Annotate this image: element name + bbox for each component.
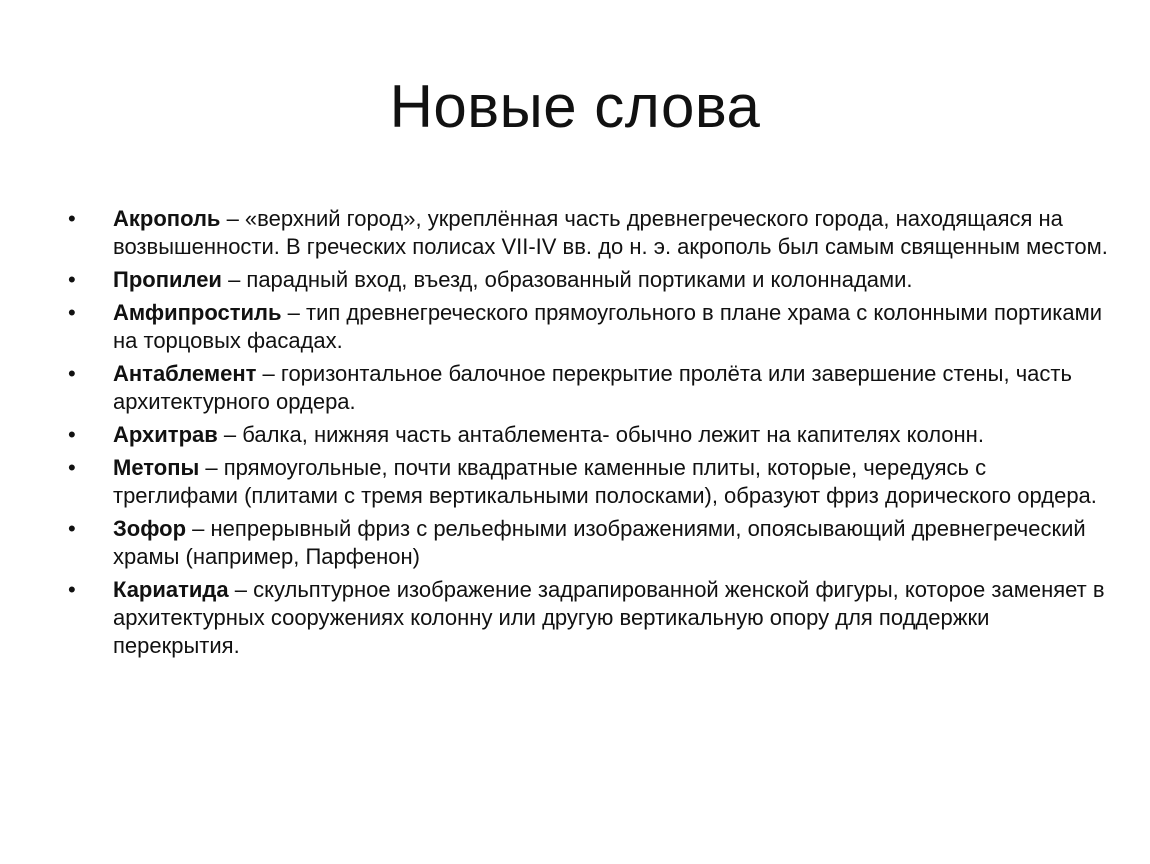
term-definition: – тип древнегреческого прямоугольного в плане храма с колонными портиками на торцовых фасадах. xyxy=(113,300,1102,353)
term-item xyxy=(68,266,1108,294)
bullet-icon: • xyxy=(68,267,76,292)
term-word: Архитрав xyxy=(113,422,218,447)
term-word: Амфипростиль xyxy=(113,300,282,325)
bullet-icon: • xyxy=(68,455,76,480)
term-item xyxy=(68,299,1108,355)
terms-list xyxy=(68,205,1108,665)
bullet-icon: • xyxy=(68,206,76,231)
term-item xyxy=(68,205,1108,261)
term-definition: – непрерывный фриз с рельефными изображениями, опоясывающий древнегреческий храмы (например, Парфенон) xyxy=(113,516,1086,569)
term-word: Метопы xyxy=(113,455,200,480)
bullet-icon: • xyxy=(68,422,76,447)
term-word: Акрополь xyxy=(113,206,221,231)
term-word: Кариатида xyxy=(113,577,229,602)
term-definition: – скульптурное изображение задрапированной женской фигуры, которое заменяет в архитектурных сооружениях колонну или другую вертикальную опору для поддержки перекрытия. xyxy=(113,577,1105,658)
term-definition: – прямоугольные, почти квадратные каменные плиты, которые, чередуясь с треглифами (плитами с тремя вертикальными полосками), образуют фриз дорического ордера. xyxy=(113,455,1097,508)
term-item xyxy=(68,454,1108,510)
term-item xyxy=(68,515,1108,571)
term-item xyxy=(68,360,1108,416)
term-word: Антаблемент xyxy=(113,361,257,386)
term-definition: – «верхний город», укреплённая часть древнегреческого города, находящаяся на возвышенности. В греческих полисах VII-IV вв. до н. э. акрополь был самым священным местом. xyxy=(113,206,1108,259)
term-definition: – балка, нижняя часть антаблемента- обычно лежит на капителях колонн. xyxy=(217,422,984,447)
bullet-icon: • xyxy=(68,300,76,325)
term-word: Зофор xyxy=(113,516,187,541)
term-item xyxy=(68,576,1108,660)
bullet-icon: • xyxy=(68,516,76,541)
bullet-icon: • xyxy=(68,361,76,386)
slide-title: Новые слова xyxy=(389,73,761,140)
term-item xyxy=(68,421,1108,449)
term-word: Пропилеи xyxy=(113,267,222,292)
bullet-icon: • xyxy=(68,577,76,602)
term-definition: – горизонтальное балочное перекрытие пролёта или завершение стены, часть архитектурного ордера. xyxy=(113,361,1072,414)
term-definition: – парадный вход, въезд, образованный портиками и колоннадами. xyxy=(221,267,913,292)
